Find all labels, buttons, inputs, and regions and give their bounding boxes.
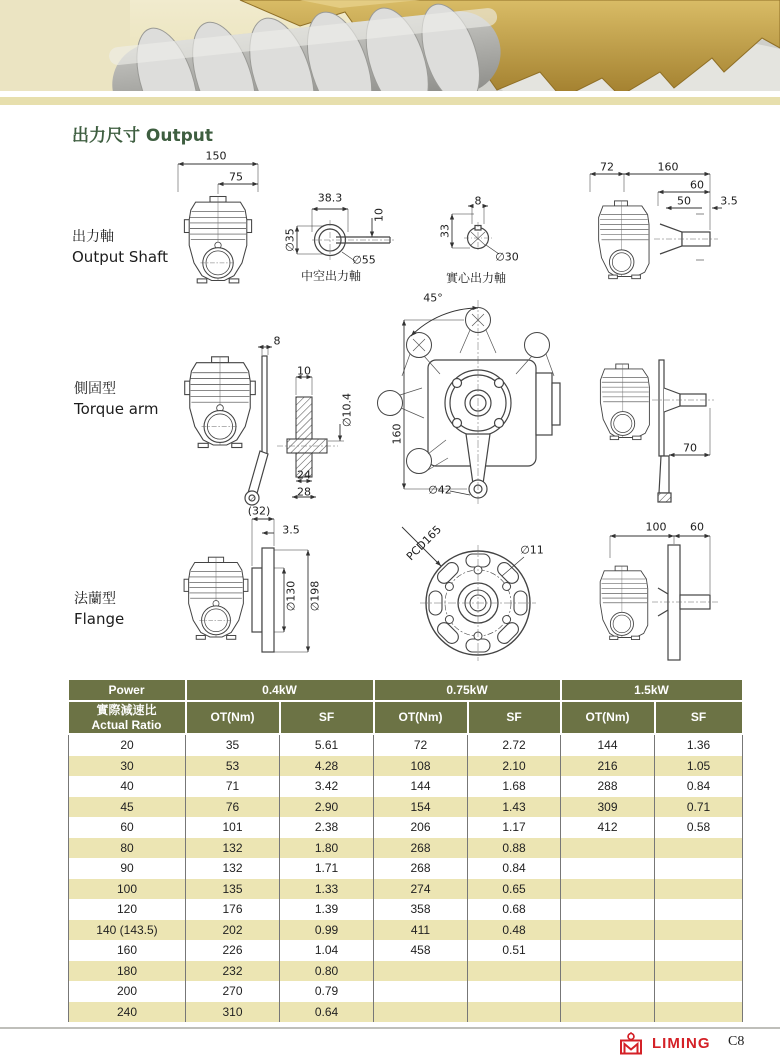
header-actual-ratio xyxy=(69,701,186,734)
page-title-en: Output xyxy=(145,126,214,146)
value-cell xyxy=(561,838,655,859)
table-row xyxy=(69,920,743,941)
dim-hole-dia: ∅11 xyxy=(520,543,544,557)
ratio-cell: 240 xyxy=(69,1002,186,1023)
dim-pcd: PCD165 xyxy=(403,522,445,564)
dim-front-width: 150 xyxy=(205,149,227,163)
dim-side-hub: 60 xyxy=(690,178,704,192)
value-cell: 4.28 xyxy=(280,756,374,777)
value-cell: 132 xyxy=(186,838,280,859)
table-row xyxy=(69,838,743,859)
value-cell: 1.68 xyxy=(468,776,561,797)
dim-hollow-width: 38.3 xyxy=(317,191,343,205)
dim-bush-outer: 28 xyxy=(297,485,311,499)
value-cell xyxy=(561,961,655,982)
value-cell xyxy=(374,1002,468,1023)
value-cell: 1.71 xyxy=(280,858,374,879)
brand-wordmark: LIMING xyxy=(652,1035,711,1052)
row-label-flange-zh: 法蘭型 xyxy=(74,591,116,607)
ratio-cell: 90 xyxy=(69,858,186,879)
value-cell: 53 xyxy=(186,756,280,777)
dim-solid-dia: ∅30 xyxy=(495,250,519,264)
liming-logo-icon xyxy=(618,1032,644,1055)
dim-side-left: 72 xyxy=(600,160,614,174)
value-cell: 458 xyxy=(374,940,468,961)
value-cell xyxy=(561,858,655,879)
value-cell xyxy=(655,920,743,941)
row-label-output-shaft-en: Output Shaft xyxy=(72,248,168,266)
dim-side-shaft: 50 xyxy=(677,194,691,208)
value-cell: 0.48 xyxy=(468,920,561,941)
technical-drawing-lines xyxy=(72,148,744,676)
value-cell: 1.43 xyxy=(468,797,561,818)
value-cell xyxy=(561,920,655,941)
dim-bush-hole: ∅10.4 xyxy=(340,392,354,428)
footer-brand xyxy=(618,1032,711,1055)
value-cell: 268 xyxy=(374,858,468,879)
value-cell xyxy=(561,1002,655,1023)
value-cell: 132 xyxy=(186,858,280,879)
output-torque-table xyxy=(68,678,744,1022)
table-row xyxy=(69,1002,743,1023)
header-power: Power xyxy=(69,679,186,701)
ratio-cell: 40 xyxy=(69,776,186,797)
dim-side-right: 160 xyxy=(657,160,679,174)
ratio-cell: 140 (143.5) xyxy=(69,920,186,941)
table-row xyxy=(69,961,743,982)
header-sf-3: SF xyxy=(655,701,743,734)
value-cell: 0.84 xyxy=(468,858,561,879)
value-cell: 2.38 xyxy=(280,817,374,838)
row-label-flange-en: Flange xyxy=(74,610,125,628)
caption-hollow-shaft: 中空出力軸 xyxy=(300,269,362,283)
value-cell xyxy=(468,1002,561,1023)
dim-pilot-dia: ∅130 xyxy=(284,580,298,612)
value-cell: 108 xyxy=(374,756,468,777)
value-cell xyxy=(374,981,468,1002)
value-cell: 72 xyxy=(374,734,468,756)
value-cell: 358 xyxy=(374,899,468,920)
value-cell: 1.33 xyxy=(280,879,374,900)
table-row xyxy=(69,734,743,756)
dim-flange-depth: (32) xyxy=(247,504,271,518)
dim-front-half: 75 xyxy=(229,170,243,184)
header-ot-2: OT(Nm) xyxy=(374,701,468,734)
value-cell: 101 xyxy=(186,817,280,838)
ratio-cell: 160 xyxy=(69,940,186,961)
value-cell: 0.99 xyxy=(280,920,374,941)
value-cell: 0.88 xyxy=(468,838,561,859)
row-label-torque-arm-en: Torque arm xyxy=(74,400,159,418)
value-cell: 232 xyxy=(186,961,280,982)
value-cell xyxy=(561,940,655,961)
table-row xyxy=(69,797,743,818)
value-cell: 216 xyxy=(561,756,655,777)
row-label-output-shaft xyxy=(72,226,168,266)
dim-pivot-dia: ∅42 xyxy=(428,483,452,497)
header-04kw: 0.4kW xyxy=(186,679,374,701)
value-cell: 0.68 xyxy=(468,899,561,920)
value-cell: 76 xyxy=(186,797,280,818)
value-cell xyxy=(468,981,561,1002)
value-cell xyxy=(655,879,743,900)
dim-plate-w: 8 xyxy=(273,334,281,348)
ratio-table-body xyxy=(69,734,743,1022)
table-row xyxy=(69,879,743,900)
value-cell: 1.80 xyxy=(280,838,374,859)
value-cell xyxy=(561,899,655,920)
worm-gear-illustration xyxy=(0,0,780,91)
value-cell: 71 xyxy=(186,776,280,797)
value-cell: 0.79 xyxy=(280,981,374,1002)
table-row xyxy=(69,940,743,961)
dim-bush-inner: 24 xyxy=(297,468,311,482)
value-cell: 135 xyxy=(186,879,280,900)
value-cell: 0.58 xyxy=(655,817,743,838)
value-cell xyxy=(655,961,743,982)
row-label-torque-arm-zh: 側固型 xyxy=(74,381,116,397)
value-cell: 202 xyxy=(186,920,280,941)
row-label-output-shaft-zh: 出力軸 xyxy=(72,229,114,245)
value-cell: 411 xyxy=(374,920,468,941)
value-cell: 1.36 xyxy=(655,734,743,756)
table-subheader-row xyxy=(69,701,743,734)
worm-gear-photo xyxy=(0,0,780,91)
value-cell xyxy=(561,879,655,900)
value-cell: 0.80 xyxy=(280,961,374,982)
value-cell: 226 xyxy=(186,940,280,961)
value-cell: 1.39 xyxy=(280,899,374,920)
dim-arm-offset: 70 xyxy=(683,441,697,455)
ratio-cell: 120 xyxy=(69,899,186,920)
table-row xyxy=(69,981,743,1002)
caption-solid-shaft: 實心出力軸 xyxy=(445,271,507,285)
page-title-zh: 出力尺寸 xyxy=(72,126,140,146)
header-sf-2: SF xyxy=(468,701,561,734)
value-cell: 0.71 xyxy=(655,797,743,818)
value-cell: 0.51 xyxy=(468,940,561,961)
value-cell: 35 xyxy=(186,734,280,756)
footer-rule xyxy=(0,1027,780,1029)
header-ot-3: OT(Nm) xyxy=(561,701,655,734)
page-title xyxy=(72,121,213,146)
value-cell xyxy=(374,961,468,982)
value-cell xyxy=(655,838,743,859)
header-sf-1: SF xyxy=(280,701,374,734)
dim-side-key: 3.5 xyxy=(720,194,738,208)
header-actual-ratio-en: Actual Ratio xyxy=(91,717,162,732)
value-cell: 310 xyxy=(186,1002,280,1023)
ratio-cell: 30 xyxy=(69,756,186,777)
dim-solid-height: 33 xyxy=(438,224,452,238)
dim-bush-top: 10 xyxy=(297,364,311,378)
value-cell: 309 xyxy=(561,797,655,818)
header-075kw: 0.75kW xyxy=(374,679,561,701)
ratio-cell: 80 xyxy=(69,838,186,859)
value-cell: 2.10 xyxy=(468,756,561,777)
dim-solid-key: 8 xyxy=(474,194,482,208)
header-actual-ratio-zh: 實際減速比 xyxy=(96,702,157,717)
beige-rule xyxy=(0,97,780,105)
value-cell: 5.61 xyxy=(280,734,374,756)
dim-flange-side-b: 60 xyxy=(690,520,704,534)
ratio-cell: 100 xyxy=(69,879,186,900)
value-cell xyxy=(655,940,743,961)
dim-arm-length: 160 xyxy=(390,423,404,445)
value-cell xyxy=(468,961,561,982)
value-cell: 1.04 xyxy=(280,940,374,961)
table-row xyxy=(69,858,743,879)
table-row xyxy=(69,756,743,777)
value-cell: 0.65 xyxy=(468,879,561,900)
dim-flange-side-a: 100 xyxy=(645,520,667,534)
value-cell: 0.84 xyxy=(655,776,743,797)
dim-swing-angle: 45° xyxy=(423,291,443,305)
header-15kw: 1.5kW xyxy=(561,679,743,701)
table-row xyxy=(69,817,743,838)
table-header-power-row xyxy=(69,679,743,701)
value-cell: 2.72 xyxy=(468,734,561,756)
value-cell: 288 xyxy=(561,776,655,797)
value-cell: 176 xyxy=(186,899,280,920)
value-cell: 270 xyxy=(186,981,280,1002)
value-cell xyxy=(655,899,743,920)
dim-hollow-od: ∅55 xyxy=(352,253,376,267)
ratio-cell: 45 xyxy=(69,797,186,818)
value-cell: 206 xyxy=(374,817,468,838)
value-cell: 412 xyxy=(561,817,655,838)
value-cell: 0.64 xyxy=(280,1002,374,1023)
ratio-cell: 180 xyxy=(69,961,186,982)
dim-hollow-bore: ∅35 xyxy=(283,228,297,252)
value-cell: 144 xyxy=(561,734,655,756)
ratio-cell: 20 xyxy=(69,734,186,756)
value-cell xyxy=(655,858,743,879)
value-cell: 1.05 xyxy=(655,756,743,777)
drawings-area xyxy=(72,148,744,676)
value-cell xyxy=(655,1002,743,1023)
header-ot-1: OT(Nm) xyxy=(186,701,280,734)
table-row xyxy=(69,776,743,797)
row-label-flange xyxy=(74,588,124,628)
value-cell xyxy=(561,981,655,1002)
value-cell: 144 xyxy=(374,776,468,797)
dim-hollow-key: 10 xyxy=(372,208,386,222)
value-cell xyxy=(655,981,743,1002)
value-cell: 154 xyxy=(374,797,468,818)
dim-flange-plate: 3.5 xyxy=(282,523,300,537)
dim-outer-dia: ∅198 xyxy=(308,580,322,612)
value-cell: 274 xyxy=(374,879,468,900)
value-cell: 2.90 xyxy=(280,797,374,818)
page-number: C8 xyxy=(728,1034,745,1049)
ratio-cell: 60 xyxy=(69,817,186,838)
value-cell: 1.17 xyxy=(468,817,561,838)
table-row xyxy=(69,899,743,920)
value-cell: 3.42 xyxy=(280,776,374,797)
ratio-cell: 200 xyxy=(69,981,186,1002)
row-label-torque-arm xyxy=(74,378,158,418)
value-cell: 268 xyxy=(374,838,468,859)
